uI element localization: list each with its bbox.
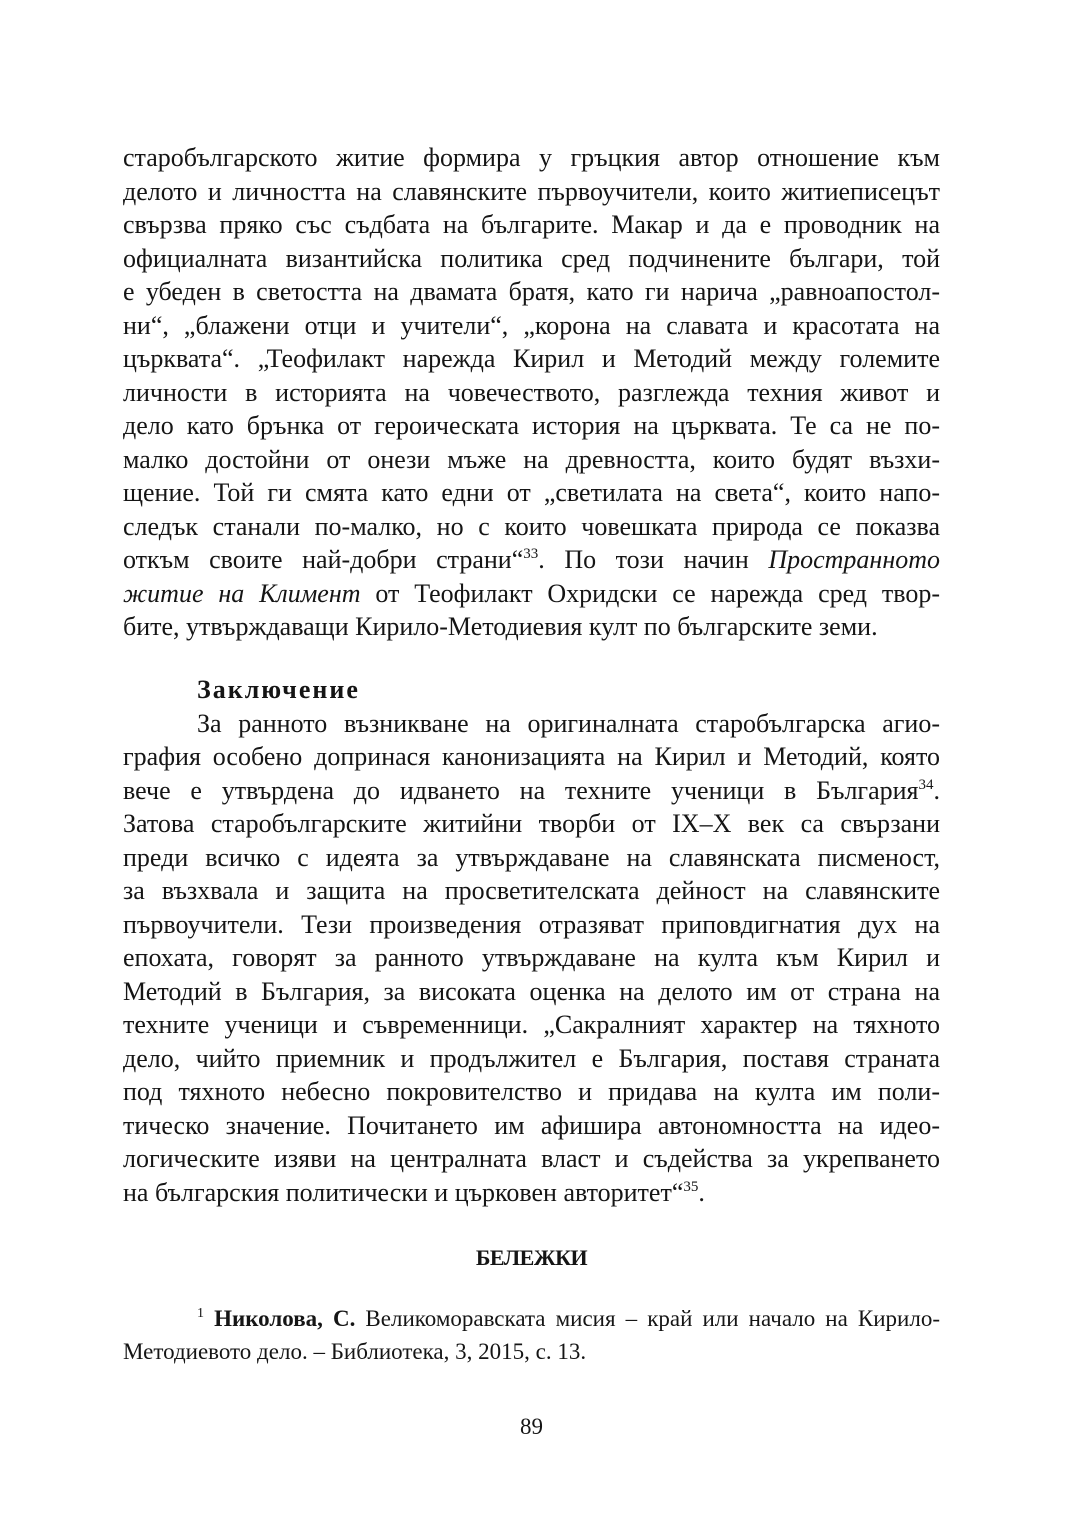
- italic-title: Пространното: [768, 545, 940, 574]
- text-line: [123, 543, 940, 577]
- footnote-line: [123, 1302, 940, 1335]
- text-line: [123, 577, 940, 611]
- footnotes: [123, 1302, 940, 1368]
- text-line: логическите изяви на централната власт и съдейства за укрепването: [123, 1144, 940, 1173]
- text-line: дело като брънка от героическата история на църквата. Те са не по-: [123, 411, 940, 440]
- text-line: следък станали по-малко, но с които човешката природа се показва: [123, 511, 940, 541]
- section-heading-conclusion: Заключение: [197, 675, 360, 704]
- footnote-author: Николова, С.: [214, 1306, 356, 1331]
- footnote-number: 1: [197, 1306, 204, 1321]
- text-segment: . По този начин: [538, 545, 769, 574]
- text-line: под тяхното небесно покровителство и придава на култа им поли-: [123, 1077, 940, 1106]
- footnote-line: Методиевото дело. – Библиотека, 3, 2015, с. 13.: [123, 1339, 587, 1364]
- text-line: техните ученици и съвременници. „Сакралният характер на тяхното: [123, 1010, 940, 1039]
- footnote-ref-35: 35: [683, 1178, 699, 1195]
- text-segment: от Теофилакт Охридски се нарежда сред твор-: [360, 578, 940, 608]
- page-number: 89: [520, 1414, 543, 1439]
- conclusion-section: [123, 673, 940, 1209]
- notes-heading: БЕЛЕЖКИ: [475, 1245, 588, 1270]
- text-segment: откъм своите най-добри страни“: [123, 545, 524, 574]
- text-line: ни“, „блажени отци и учители“, „корона на славата и красотата на: [123, 310, 940, 340]
- italic-title: житие на Климент: [123, 578, 361, 608]
- text-line: първоучители. Тези произведения отразяват приповдигнатия дух на: [123, 909, 940, 939]
- text-line: официалната византийска политика сред подчинените българи, той: [123, 243, 940, 273]
- body-paragraph: [123, 141, 940, 644]
- footnote-ref-34: 34: [918, 776, 934, 793]
- text-line: [123, 1176, 940, 1210]
- text-line: [123, 774, 940, 808]
- text-line: графия особено допринася канонизацията на Кирил и Методий, която: [123, 742, 940, 771]
- text-line: щение. Той ги смята като едни от „светилата на света“, които напо-: [123, 478, 940, 507]
- footnote-ref-33: 33: [523, 546, 539, 562]
- text-line: за възхвала и защита на просветителската дейност на славянските: [123, 876, 940, 905]
- text-line: личности в историята на човечеството, разглежда техния живот и: [123, 377, 940, 407]
- text-line: свързва пряко със съдбата на българите. Макар и да е проводник на: [123, 210, 940, 239]
- text-line: църквата“. „Теофилакт нарежда Кирил и Методий между големите: [123, 344, 940, 373]
- text-line: делото и личността на славянските първоучители, които житиеписецът: [123, 176, 940, 206]
- text-line: малко достойни от онези мъже на древността, които будят възхи-: [123, 444, 940, 474]
- text-line: тическо значение. Почитането им афишира автономността на идео-: [123, 1110, 940, 1140]
- text-segment: .: [698, 1177, 705, 1207]
- text-segment: на българския политически и църковен авторитет“: [123, 1177, 684, 1207]
- text-line: епохата, говорят за ранното утвърждаване на култа към Кирил и: [123, 943, 940, 972]
- text-line: е убеден в светостта на двамата братя, като ги нарича „равноапостол-: [123, 277, 940, 306]
- text-line: преди всичко с идеята за утвърждаване на славянската писменост,: [123, 842, 940, 872]
- text-line: За ранното възникване на оригиналната старобългарска агио-: [197, 708, 940, 738]
- text-segment: .: [933, 775, 940, 805]
- text-line: Методий в България, за високата оценка на делото им от страна на: [123, 976, 940, 1006]
- text-line: бите, утвърждаващи Кирило-Методиевия култ по българските земи.: [123, 612, 878, 641]
- text-segment: вече е утвърдена до идването на техните ученици в България: [123, 775, 919, 805]
- text-line: старобългарското житие формира у гръцкия автор отношение към: [123, 143, 940, 172]
- footnote-text: Великоморавската мисия – край или начало на Кирило-: [355, 1306, 940, 1331]
- text-line: дело, чийто приемник и продължител е България, поставя страната: [123, 1043, 940, 1073]
- text-line: Затова старобългарските житийни творби от IX–X век са свързани: [123, 809, 940, 838]
